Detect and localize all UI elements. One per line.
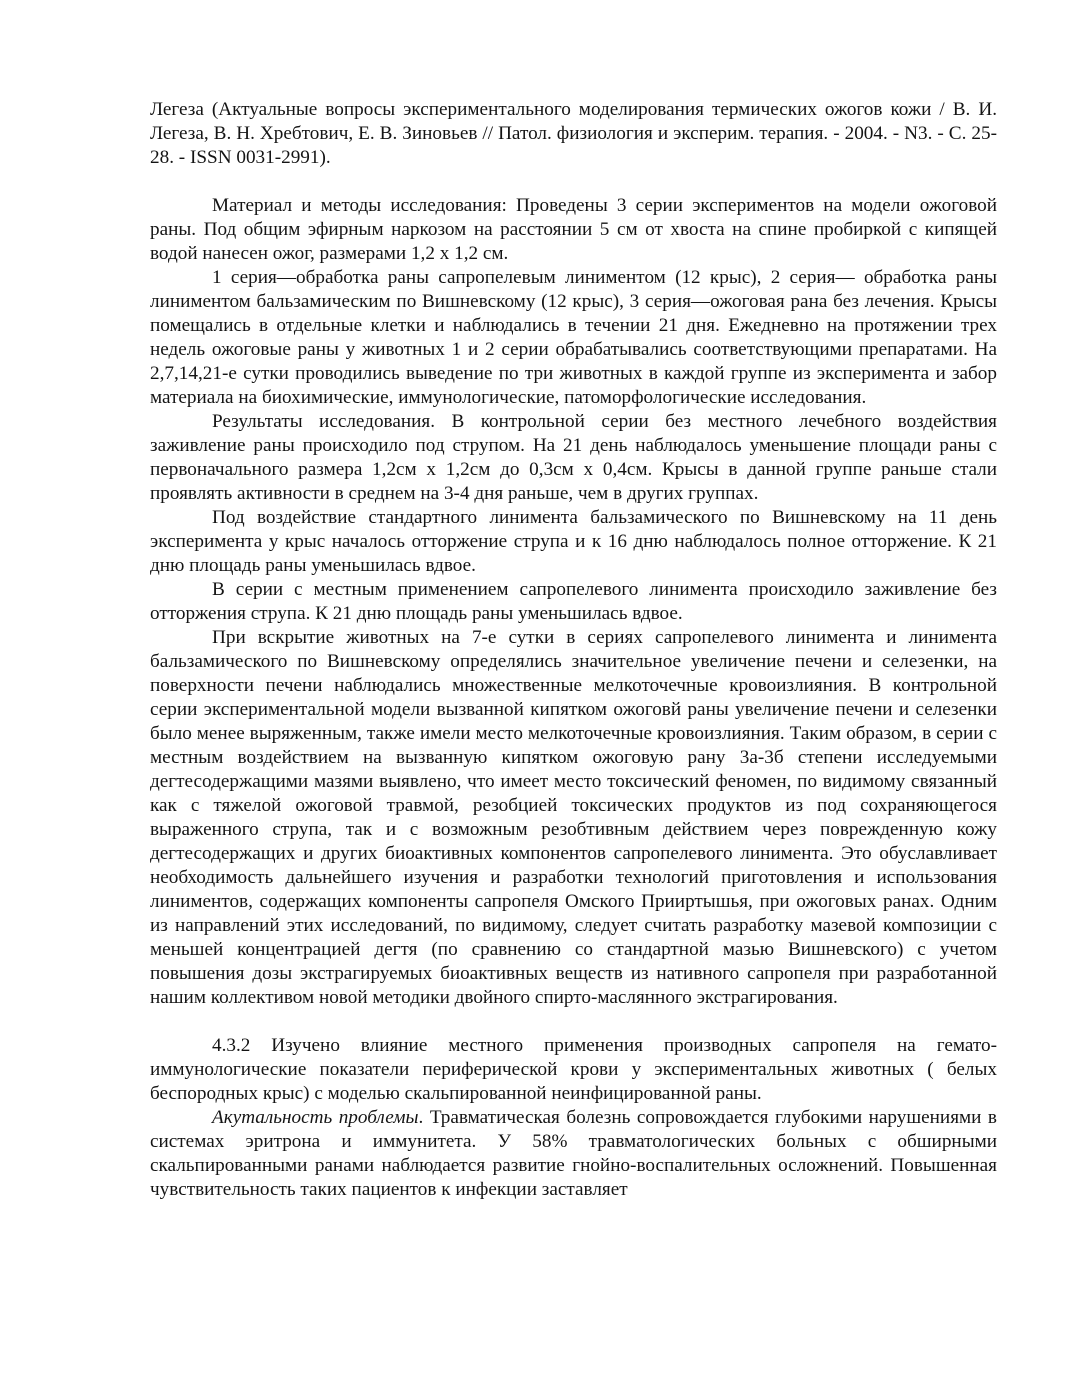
materials-methods-paragraph: Материал и методы исследования: Проведены 3 серии экспериментов на модели ожоговой раны. Под общим эфирным наркозом на расстоянии 5 см от хвоста на спине пробиркой с кипящей водой нанесен ожог, размерами 1,2 x 1,2 см. bbox=[150, 195, 997, 264]
sapropel-paragraph: В серии с местным применением сапропелевого линимента происходило заживление без отторжения струпа. К 21 дню площадь раны уменьшилась вдвое. bbox=[150, 579, 997, 624]
series-paragraph: 1 серия—обработка раны сапропелевым линиментом (12 крыс), 2 серия— обработка раны линиментом бальзамическим по Вишневскому (12 крыс), 3 серия—ожоговая рана без лечения. Крысы помещались в отдельные клетки и наблюдались в течении 21 дня. Ежедневно на протяжении трех недель ожоговые раны у животных 1 и 2 серии обрабатывались соответствующими препаратами. На 2,7,14,21-е сутки проводились выведение по три животных в каждой группе из эксперимента и забор материала на биохимические, иммунологические, патоморфологические исследования. bbox=[150, 267, 997, 408]
vishnevsky-paragraph: Под воздействие стандартного линимента бальзамического по Вишневскому на 11 день эксперимента у крыс началось отторжение струпа и к 16 дню наблюдалось полное отторжение. К 21 дню площадь раны уменьшилась вдвое. bbox=[150, 507, 997, 576]
document-page bbox=[150, 98, 997, 1202]
relevance-text: . Травматическая болезнь сопровождается глубокими нарушениями в системах эритрона и иммунитета. У 58% травматологических больных с обширными скальпированными ранами наблюдается развитие гнойно-воспалительных осложнений. Повышенная чувствительность таких пациентов к инфекции заставляет bbox=[150, 1107, 997, 1200]
reference-citation: Легеза (Актуальные вопросы экспериментального моделирования термических ожогов кожи / В. И. Легеза, В. Н. Хребтович, Е. В. Зиновьев // Патол. физиология и эксперим. терапия. - 2004. - N3. - С. 25-28. - ISSN 0031-2991). bbox=[150, 99, 997, 168]
relevance-label: Акутальность проблемы bbox=[212, 1107, 419, 1128]
results-paragraph: Результаты исследования. В контрольной серии без местного лечебного воздействия заживление раны происходило под струпом. На 21 день наблюдалось уменьшение площади раны с первоначального размера 1,2см x 1,2см до 0,3см x 0,4см. Крысы в данной группе раньше стали проявлять активности в среднем на 3-4 дня раньше, чем в других группах. bbox=[150, 411, 997, 504]
relevance-paragraph bbox=[150, 1106, 997, 1202]
section-4-3-2-paragraph: 4.3.2 Изучено влияние местного применения производных сапропеля на гемато-иммунологические показатели периферической крови у экспериментальных животных ( белых беспородных крыс) с моделью скальпированной неинфицированной раны. bbox=[150, 1035, 997, 1104]
autopsy-paragraph: При вскрытие животных на 7-е сутки в сериях сапропелевого линимента и линимента бальзамического по Вишневскому определялись значительное увеличение печени и селезенки, на поверхности печени наблюдались множественные мелкоточечные кровоизлияния. В контрольной серии экспериментальной модели вызванной кипятком ожоговй раны увеличение печени и селезенки было менее выряженным, также имели место мелкоточечные кровоизлияния. Таким образом, в серии с местным воздействием на вызванную кипятком ожоговую рану 3а-3б степени исследуемыми дегтесодержащими мазями выявлено, что имеет место токсический феномен, по видимому связанный как с тяжелой ожоговой травмой, резобцией токсических продуктов из под сохраняющегося выраженного струпа, так и с возможным резобтивным действием через поврежденную кожу дегтесодержащих и других биоактивных компонентов сапропелевого линимента. Это обуславливает необходимость дальнейшего изучения и разработки технологий приготовления и использования линиментов, содержащих компоненты сапропеля Омского Прииртышья, при ожоговых ранах. Одним из направлений этих исследований, по видимому, следует считать разработку мазевой композиции с меньшей концентрацией дегтя (по сравнению со стандартной мазью Вишневского) с учетом повышения дозы экстрагируемых биоактивных веществ из нативного сапропеля при разработанной нашим коллективом новой методики двойного спирто-маслянного экстрагирования. bbox=[150, 627, 997, 1008]
